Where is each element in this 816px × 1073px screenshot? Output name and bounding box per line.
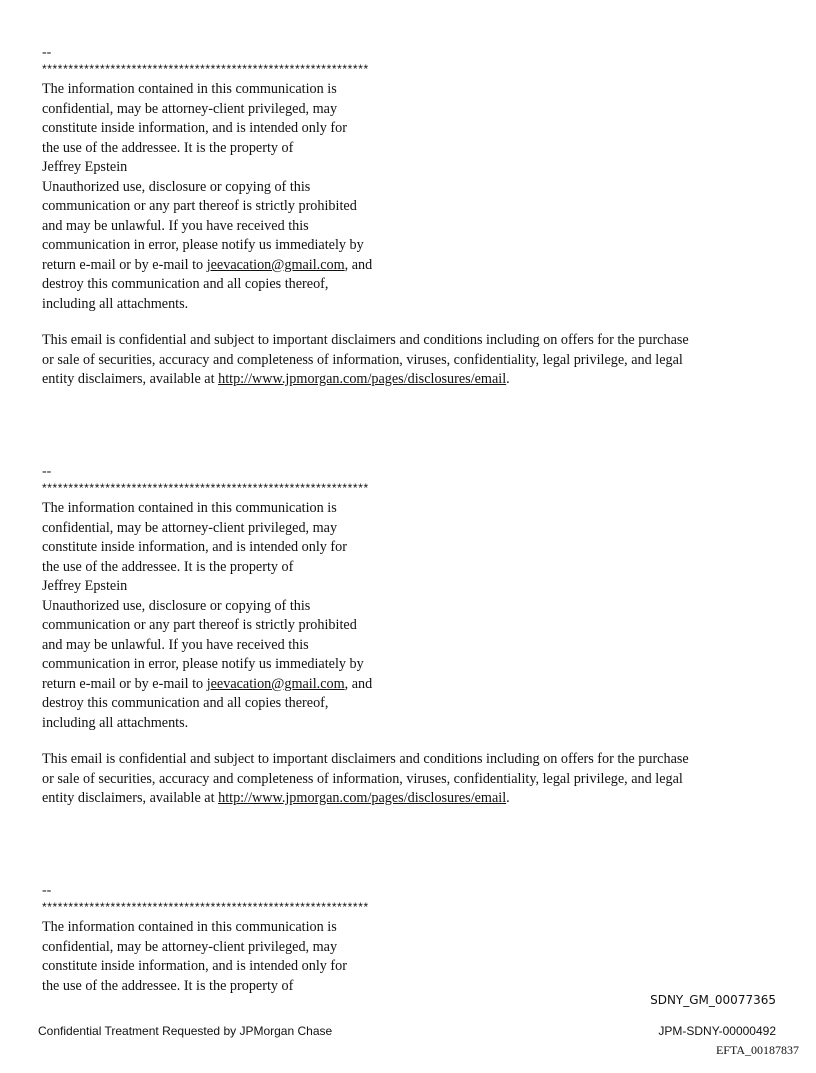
notice-line: The information contained in this communication is [42,500,337,516]
disclosures-link[interactable]: http://www.jpmorgan.com/pages/disclosures/email [218,790,507,806]
bates-stamp-efta: EFTA_00187837 [715,1043,799,1057]
separator-dash: -- [42,464,52,479]
notice-line: Jeffrey Epstein [42,578,128,594]
disclaimer-prefix: entity disclaimers, available at [42,790,219,806]
notice-line: communication in error, please notify us immediately by [42,237,364,253]
jpm-disclaimer-2 [42,750,782,809]
disclaimer-line: This email is confidential and subject to important disclaimers and conditions including on offers for the purchase [42,332,689,348]
notice-line: Unauthorized use, disclosure or copying of this [42,597,311,614]
separator-stars: ************************************************************** [42,62,369,76]
notice-line: including all attachments. [42,714,189,731]
return-prefix: return e-mail or by e-mail to [42,675,207,692]
separator-stars: ************************************************************** [42,900,369,914]
confidentiality-notice-1 [42,44,372,314]
notice-line: including all attachments. [42,295,189,312]
jpm-disclaimer-1 [42,331,782,390]
notice-line: communication or any part thereof is strictly prohibited [42,198,357,214]
notice-line: destroy this communication and all copies thereof, [42,695,329,711]
notice-line: constitute inside information, and is intended only for [42,539,347,555]
disclaimer-suffix: . [506,790,510,806]
return-suffix: , and [344,675,373,692]
notice-line: the use of the addressee. It is the property of [42,558,294,575]
email-link[interactable]: jeevacation@gmail.com [206,256,345,273]
notice-line: The information contained in this communication is [42,919,337,935]
notice-line: the use of the addressee. It is the property of [42,139,294,156]
notice-line: confidential, may be attorney-client privileged, may [42,938,338,955]
confidentiality-notice-2 [42,463,372,733]
notice-line: destroy this communication and all copies thereof, [42,276,329,292]
separator-stars: ************************************************************** [42,481,369,495]
bates-stamp-jpm: JPM-SDNY-00000492 [658,1024,776,1038]
separator-dash: -- [42,883,52,898]
disclaimer-prefix: entity disclaimers, available at [42,371,219,387]
notice-line-return [42,256,372,276]
disclaimer-line [42,789,782,809]
notice-line: Unauthorized use, disclosure or copying of this [42,178,311,195]
return-prefix: return e-mail or by e-mail to [42,256,207,273]
notice-line: and may be unlawful. If you have received this [42,217,309,234]
disclaimer-line: or sale of securities, accuracy and completeness of information, viruses, confidentiality, legal privilege, and legal [42,351,683,368]
return-suffix: , and [344,256,373,273]
notice-line: the use of the addressee. It is the property of [42,977,294,994]
disclaimer-line: or sale of securities, accuracy and completeness of information, viruses, confidentiality, legal privilege, and legal [42,770,683,787]
confidentiality-notice-3 [42,882,369,996]
disclosures-link[interactable]: http://www.jpmorgan.com/pages/disclosures/email [218,371,507,387]
notice-line: confidential, may be attorney-client privileged, may [42,100,338,117]
notice-line: constitute inside information, and is intended only for [42,120,347,136]
notice-line: constitute inside information, and is intended only for [42,958,347,974]
confidential-treatment-footer: Confidential Treatment Requested by JPMorgan Chase [38,1024,333,1038]
notice-line: Jeffrey Epstein [42,159,128,175]
notice-line: confidential, may be attorney-client privileged, may [42,519,338,536]
disclaimer-line: This email is confidential and subject to important disclaimers and conditions including on offers for the purchase [42,751,689,767]
notice-line: The information contained in this communication is [42,81,337,97]
bates-stamp-sdny: SDNY_GM_00077365 [650,993,776,1007]
notice-line: communication or any part thereof is strictly prohibited [42,617,357,633]
notice-line: communication in error, please notify us immediately by [42,656,364,672]
disclaimer-suffix: . [506,371,510,387]
notice-line: and may be unlawful. If you have received this [42,636,309,653]
notice-line-return [42,675,372,695]
email-link[interactable]: jeevacation@gmail.com [206,675,345,692]
separator-dash: -- [42,45,52,60]
disclaimer-line [42,370,782,390]
